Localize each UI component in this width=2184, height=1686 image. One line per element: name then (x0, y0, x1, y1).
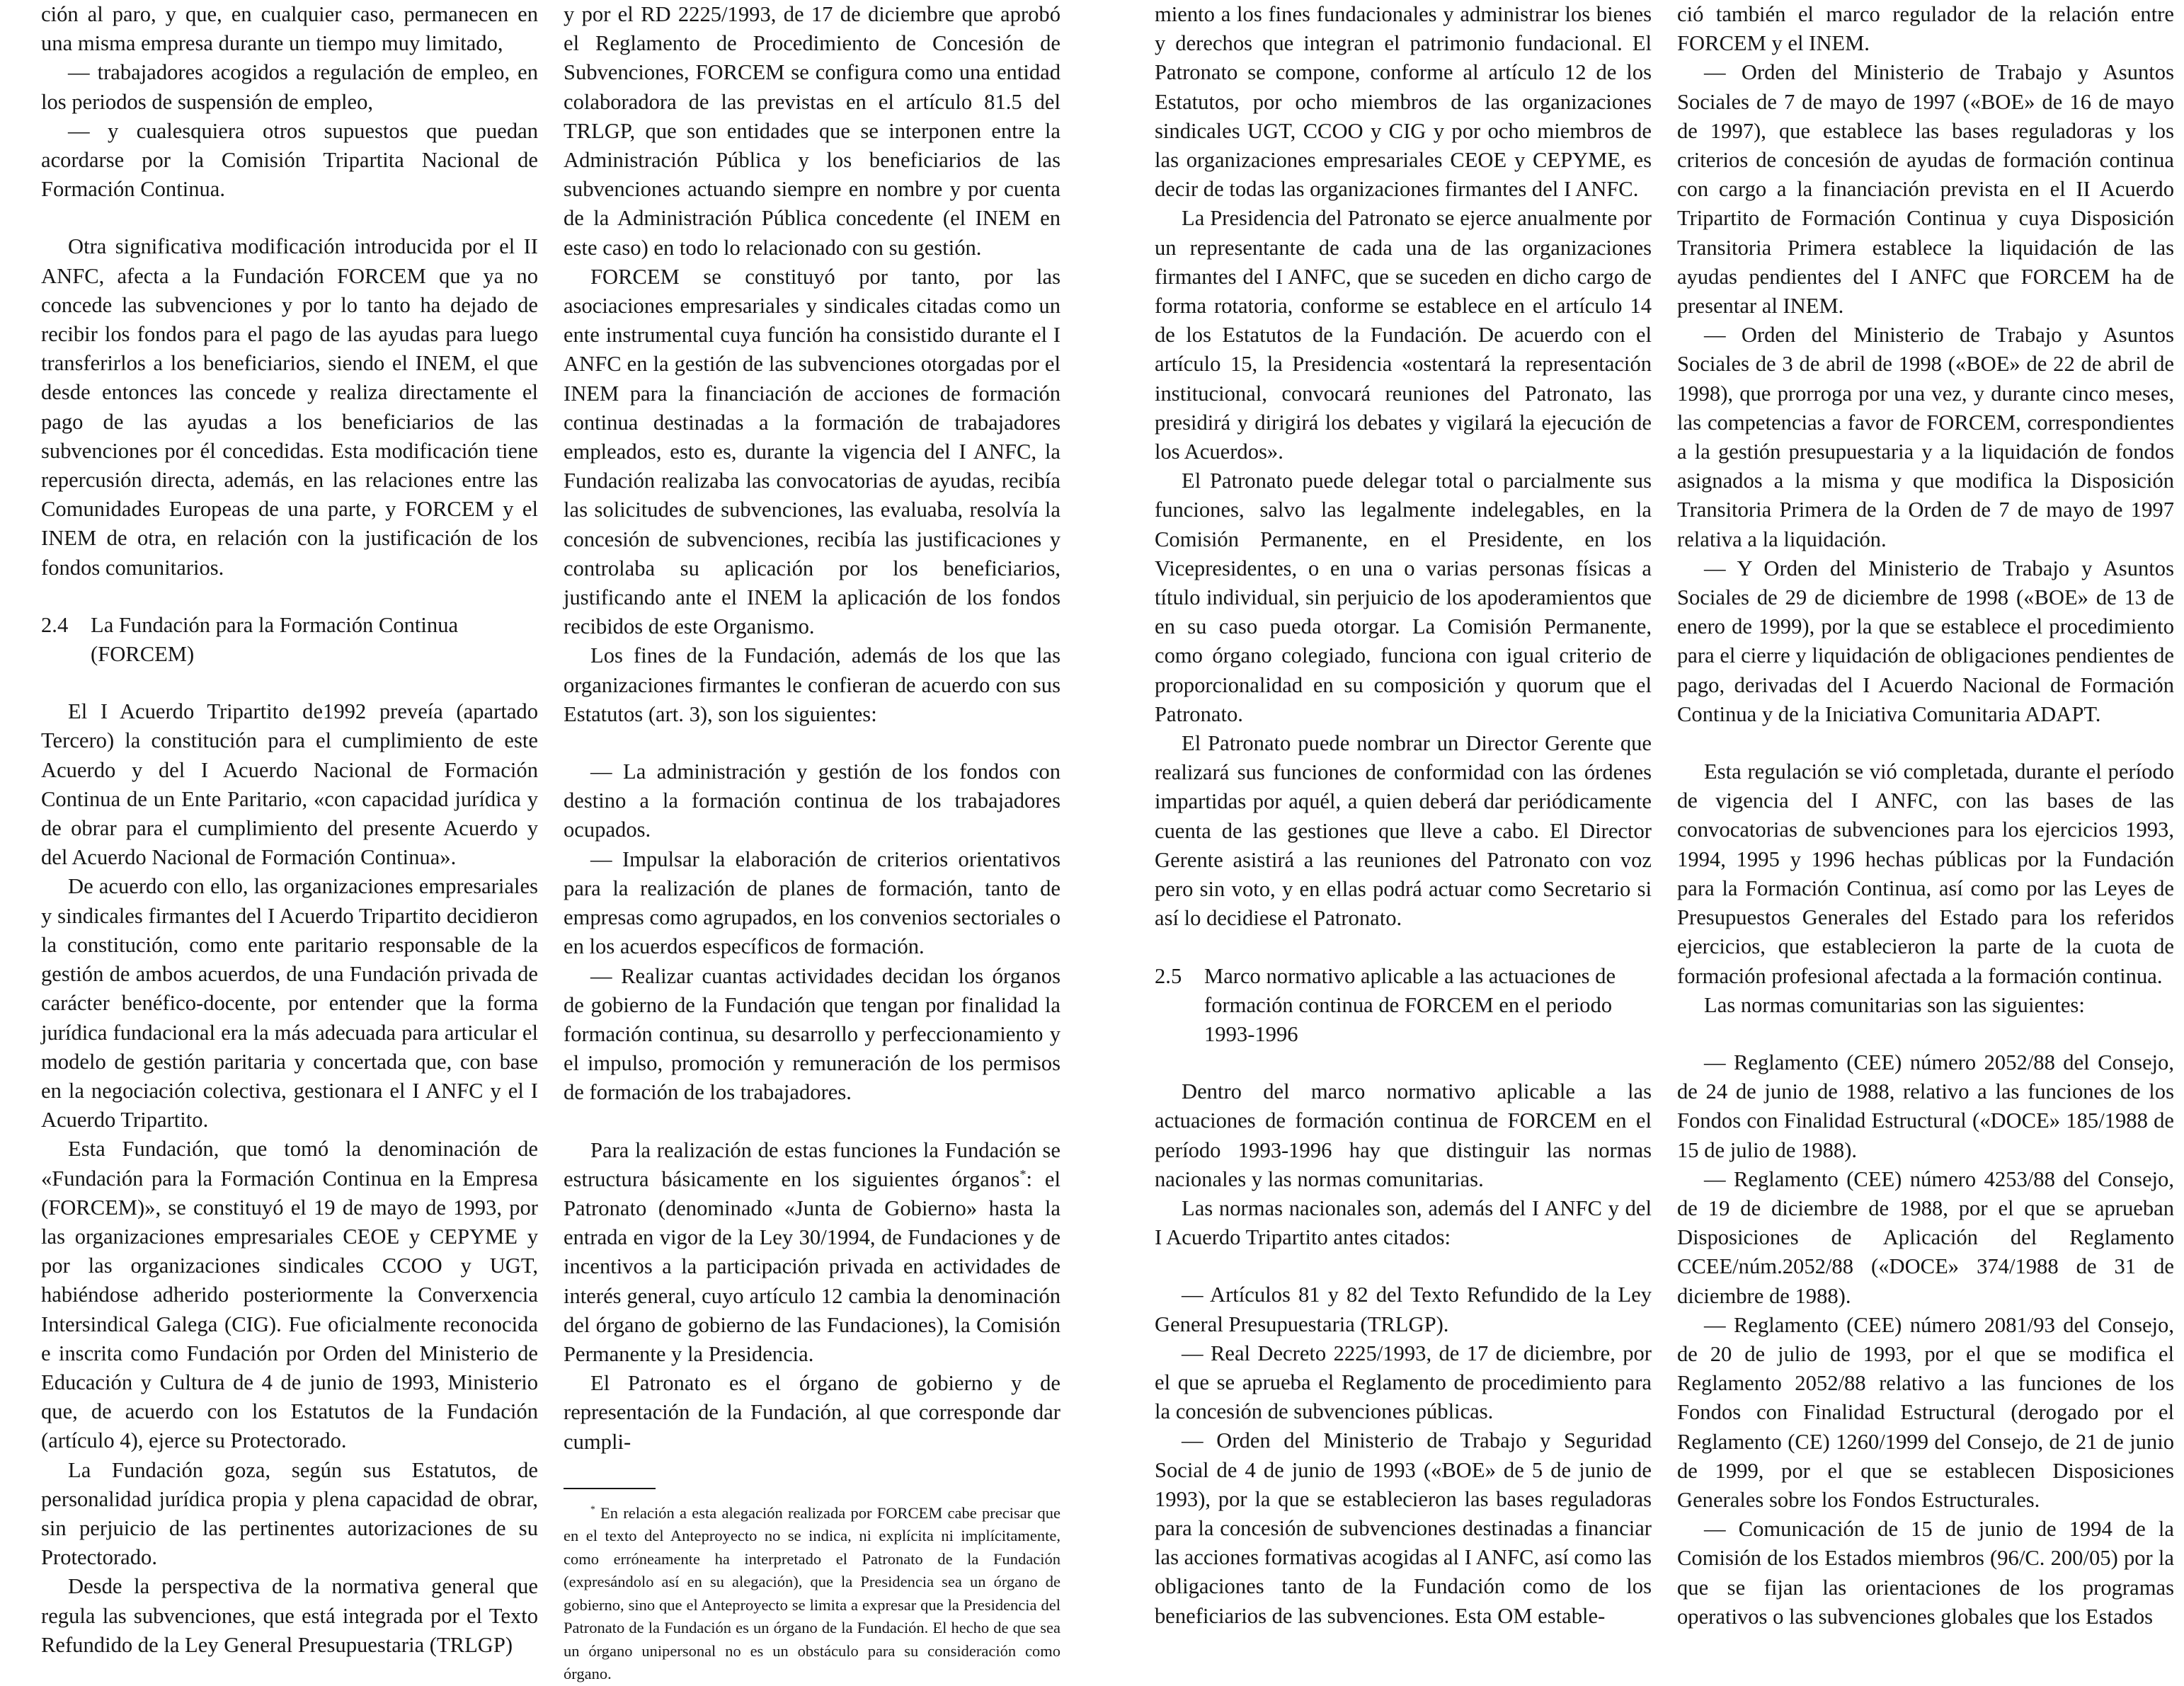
section-title: Marco normativo aplicable a las actuaciones de formación continua de FORCEM en el periodo 1993-1996 (1204, 963, 1616, 1046)
list-item: — Realizar cuantas actividades decidan los órganos de gobierno de la Fundación que tengan por finalidad la formación continua, su desarrollo y perfeccionamiento y el impulso, promoción y remuneración de los permisos de formación de los trabajadores. (564, 963, 1060, 1105)
paragraph: La Fundación goza, según sus Estatutos, de personalidad jurídica propia y plena capacidad de obrar, sin perjuicio de las pertinentes autorizaciones de su Protectorado. (41, 1457, 538, 1570)
list-item: — La administración y gestión de los fondos con destino a la formación continua de los trabajadores ocupados. (564, 759, 1060, 842)
list-item: — Orden del Ministerio de Trabajo y Seguridad Social de 4 de junio de 1993 («BOE» de 5 de junio de 1993), por la que se establecieron las bases reguladoras para la concesión de subvenciones destinadas a financiar las acciones formativas acogidas al I ANFC, así como las obligaciones tanto de la Fundación como de los beneficiarios de las subvenciones. Esta OM estable- (1155, 1428, 1652, 1628)
paragraph: Desde la perspectiva de la normativa general que regula las subvenciones, que está integrada por el Texto Refundido de la Ley General Presupuestaria (TRLGP) (41, 1574, 538, 1657)
paragraph: miento a los fines fundacionales y administrar los bienes y derechos que integran el patrimonio fundacional. El Patronato se compone, conforme al artículo 12 de los Estatutos, por ocho miembros de las organizaciones sindicales UGT, CCOO y CIG y por ocho miembros de las organizaciones empresariales CEOE y CEPYME, es decir de todas las organizaciones firmantes del I ANFC. (1155, 2, 1652, 202)
footnote-reference[interactable]: * (1019, 1166, 1027, 1181)
left-page (0, 0, 1092, 1683)
list-item: — Y Orden del Ministerio de Trabajo y Asuntos Sociales de 29 de diciembre de 1998 («BOE» de 13 de enero de 1999), por la que se establece el procedimiento para el cierre y liquidación de obligaciones pendientes de pago, derivadas del I Acuerdo Nacional de Formación Continua y de la Iniciativa Comunitaria ADAPT. (1677, 556, 2174, 726)
footnote (564, 1502, 1060, 1686)
right-page (1092, 0, 2184, 1667)
list-item: — Reglamento (CEE) número 4253/88 del Consejo, de 19 de diciembre de 1988, por el que se aprueban Disposiciones de Aplicación del Reglamento CCEE/núm.2052/88 («DOCE» 374/1988 de 31 de diciembre de 1988). (1677, 1166, 2174, 1308)
paragraph: ció también el marco regulador de la relación entre FORCEM y el INEM. (1677, 2, 2174, 56)
paragraph: Otra significativa modificación introducida por el II ANFC, afecta a la Fundación FORCEM que ya no concede las subvenciones y por lo tanto ha dejado de recibir los fondos para el pago de las ayudas para luego transferirlos a los beneficiarios, siendo el INEM, el que desde entonces las concede y realiza directamente el pago de las ayudas a los beneficiarios de las subvenciones por él concedidas. Esta modificación tiene repercusión directa, además, en las relaciones entre las Comunidades Europeas de una parte, y FORCEM y el INEM de otra, en relación con la justificación de los fondos comunitarios. (41, 234, 538, 580)
section-heading-2-4 (41, 611, 538, 669)
right-page-column-2 (1677, 0, 2174, 1631)
footnote-divider (564, 1488, 656, 1489)
paragraph: La Presidencia del Patronato se ejerce anualmente por un representante de cada una de las organizaciones firmantes del I ANFC, que se suceden en dicho cargo de forma rotatoria, conforme se establece en el artículo 14 de los Estatutos de la Fundación. De acuerdo con el artículo 15, la Presidencia «ostentará la representación institucional, convocará reuniones del Patronato, las presidirá y dirigirá los debates y vigilará la ejecución de los Acuerdos». (1155, 206, 1652, 464)
paragraph-text: Para la realización de estas funciones la Fundación se estructura básicamente en los siguientes órganos (564, 1137, 1060, 1191)
section-number: 2.5 (1155, 963, 1182, 988)
section-title: La Fundación para la Formación Continua (FORCEM) (91, 612, 459, 667)
paragraph: ción al paro, y que, en cualquier caso, permanecen en una misma empresa durante un tiempo muy limitado, (41, 2, 538, 56)
paragraph: Esta regulación se vió completada, durante el período de vigencia del I ANFC, con las bases de las convocatorias de subvenciones para los ejercicios 1993, 1994, 1995 y 1996 hechas públicas por la Fundación para la Formación Continua, así como por las Leyes de Presupuestos Generales del Estado para los referidos ejercicios, que establecieron la parte de la cuota de formación profesional afectada a la formación continua. (1677, 759, 2174, 988)
paragraph: Dentro del marco normativo aplicable a las actuaciones de formación continua de FORCEM en el período 1993-1996 hay que distinguir las normas nacionales y las normas comunitarias. (1155, 1079, 1652, 1191)
paragraph: Las normas nacionales son, además del I ANFC y del I Acuerdo Tripartito antes citados: (1155, 1195, 1652, 1250)
paragraph: El Patronato puede nombrar un Director Gerente que realizará sus funciones de conformidad con las órdenes impartidas por aquél, a quien deberá dar periódicamente cuenta de las gestiones que lleve a cabo. El Director Gerente asistirá a las reuniones del Patronato con voz pero sin voto, y en ellas podrá actuar como Secretario si así lo decidiese el Patronato. (1155, 731, 1652, 931)
list-item: — Impulsar la elaboración de criterios orientativos para la realización de planes de formación, tanto de empresas como agrupados, en los convenios sectoriales o en los acuerdos específicos de formación. (564, 847, 1060, 959)
list-item: — Orden del Ministerio de Trabajo y Asuntos Sociales de 3 de abril de 1998 («BOE» de 22 de abril de 1998), que prorroga por una vez, y durante cinco meses, las competencias a favor de FORCEM, correspondientes a la gestión presupuestaria y a la liquidación de fondos asignados a la misma y que modifica la Disposición Transitoria Primera de la Orden de 7 de mayo de 1997 relativa a la liquidación. (1677, 323, 2174, 551)
paragraph: Esta Fundación, que tomó la denominación de «Fundación para la Formación Continua en la Empresa (FORCEM)», se constituyó el 19 de mayo de 1993, por las organizaciones empresariales CEOE y CEPYME y por las organizaciones sindicales CCOO y UGT, habiéndose adherido posteriormente la Converxencia Intersindical Galega (CIG). Fue oficialmente reconocida e inscrita como Fundación por Orden del Ministerio de Educación y Cultura de 4 de junio de 1993, Ministerio que, de acuerdo con los Estatutos de la Fundación (artículo 4), ejerce su Protectorado. (41, 1137, 538, 1453)
list-item: — trabajadores acogidos a regulación de empleo, en los periodos de suspensión de empleo, (41, 60, 538, 114)
section-number: 2.4 (41, 612, 69, 637)
paragraph: El Patronato es el órgano de gobierno y de representación de la Fundación, al que corresponde dar cumpli- (564, 1371, 1060, 1454)
paragraph: y por el RD 2225/1993, de 17 de diciembre que aprobó el Reglamento de Procedimiento de Concesión de Subvenciones, FORCEM se configura como una entidad colaboradora de las previstas en el artículo 81.5 del TRLGP, que son entidades que se interponen entre la Administración Pública y los beneficiarios de las subvenciones actuando siempre en nombre y por cuenta de la Administración Pública concedente (el INEM en este caso) en todo lo relacionado con su gestión. (564, 2, 1060, 260)
list-item: — Orden del Ministerio de Trabajo y Asuntos Sociales de 7 de mayo de 1997 («BOE» de 16 de mayo de 1997), que establece las bases reguladoras y los criterios de concesión de ayudas de formación continua con cargo a la financiación prevista en el II Acuerdo Tripartito de Formación Continua y cuya Disposición Transitoria Primera establece la liquidación de las ayudas pendientes del I ANFC que FORCEM ha de presentar al INEM. (1677, 60, 2174, 319)
section-heading-2-5 (1155, 962, 1652, 1050)
paragraph-text: : el Patronato (denominado «Junta de Gobierno» hasta la entrada en vigor de la Ley 30/1994, de Fundaciones y de incentivos a la participación privada en actividades de interés general, cuyo artículo 12 cambia la denominación del órgano de gobierno de las Fundaciones), la Comisión Permanente y la Presidencia. (564, 1166, 1060, 1366)
list-item: — Real Decreto 2225/1993, de 17 de diciembre, por el que se aprueba el Reglamento de procedimiento para la concesión de subvenciones públicas. (1155, 1341, 1652, 1424)
left-page-column-2 (564, 0, 1060, 1686)
paragraph: Los fines de la Fundación, además de los que las organizaciones firmantes le confieran de acuerdo con sus Estatutos (art. 3), son los siguientes: (564, 643, 1060, 726)
list-item: — Comunicación de 15 de junio de 1994 de la Comisión de los Estados miembros (96/C. 200/05) por la que se fijan las orientaciones de los programas operativos o las subvenciones globales que los Estados (1677, 1517, 2174, 1629)
left-page-column-1 (41, 0, 538, 1660)
paragraph (564, 1136, 1060, 1370)
right-page-column-1 (1155, 0, 1652, 1631)
paragraph: FORCEM se constituyó por tanto, por las asociaciones empresariales y sindicales citadas como un ente instrumental cuya función ha consistido durante el I ANFC en la gestión de las subvenciones otorgadas por el INEM para la financiación de acciones de formación continua destinadas a la formación de trabajadores empleados, esto es, durante la vigencia del I ANFC, la Fundación realizaba las convocatorias de ayudas, recibía las solicitudes de subvenciones, las evaluaba, resolvía la concesión de subvenciones, recibía las justificaciones y controlaba su aplicación por los beneficiarios, justificando ante el INEM la aplicación de los fondos recibidos de este Organismo. (564, 264, 1060, 639)
paragraph: Las normas comunitarias son las siguientes: (1704, 992, 2085, 1017)
footnote-text: En relación a esta alegación realizada por FORCEM cabe precisar que en el texto del Anteproyecto no se indica, ni explícita ni implícitamente, como erróneamente ha interpretado el Patronato de la Fundación (expresándolo así en su alegación), que la Presidencia sea un órgano de gobierno, sino que el Anteproyecto se limita a expresar que la Presidencia del Patronato de la Fundación es un órgano de la Fundación. El hecho de que sea un órgano unipersonal no es un obstáculo para su consideración como órgano. (564, 1503, 1060, 1683)
list-item: — y cualesquiera otros supuestos que puedan acordarse por la Comisión Tripartita Nacional de Formación Continua. (41, 118, 538, 202)
list-item: — Reglamento (CEE) número 2052/88 del Consejo, de 24 de junio de 1988, relativo a las funciones de los Fondos con Finalidad Estructural («DOCE» 185/1988 de 15 de julio de 1988). (1677, 1050, 2174, 1162)
paragraph: El I Acuerdo Tripartito de1992 preveía (apartado Tercero) la constitución para el cumplimiento de este Acuerdo y del I Acuerdo Nacional de Formación Continua de un Ente Paritario, «con capacidad jurídica y de obrar para el cumplimiento del presente Acuerdo y del Acuerdo Nacional de Formación Continua». (41, 699, 538, 870)
list-item: — Artículos 81 y 82 del Texto Refundido de la Ley General Presupuestaria (TRLGP). (1155, 1283, 1652, 1336)
paragraph: El Patronato puede delegar total o parcialmente sus funciones, salvo las legalmente indelegables, en la Comisión Permanente, en el Presidente, en los Vicepresidentes, o en una o varias personas físicas a título individual, sin perjuicio de los apoderamientos que en su caso pueda otorgar. La Comisión Permanente, como órgano colegiado, funciona con igual criterio de proporcionalidad en su composición y quorum que el Patronato. (1155, 469, 1652, 726)
footnote-marker: * (590, 1503, 595, 1515)
list-item: — Reglamento (CEE) número 2081/93 del Consejo, de 20 de julio de 1993, por el que se modifica el Reglamento 2052/88 relativo a las funciones de los Fondos con Finalidad Estructural (derogado por el Reglamento (CE) 1260/1999 del Consejo, de 21 de junio de 1999, por el que se establecen Disposiciones Generales sobre los Fondos Estructurales. (1677, 1312, 2174, 1512)
paragraph: De acuerdo con ello, las organizaciones empresariales y sindicales firmantes del I Acuerdo Tripartito decidieron la constitución, como ente paritario responsable de la gestión de ambos acuerdos, de una Fundación privada de carácter benéfico-docente, por entender que la forma jurídica fundacional era la más adecuada para articular el modelo de gestión paritaria y concertada que, con base en la negociación colectiva, gestionara el I ANFC y el I Acuerdo Tripartito. (41, 874, 538, 1132)
